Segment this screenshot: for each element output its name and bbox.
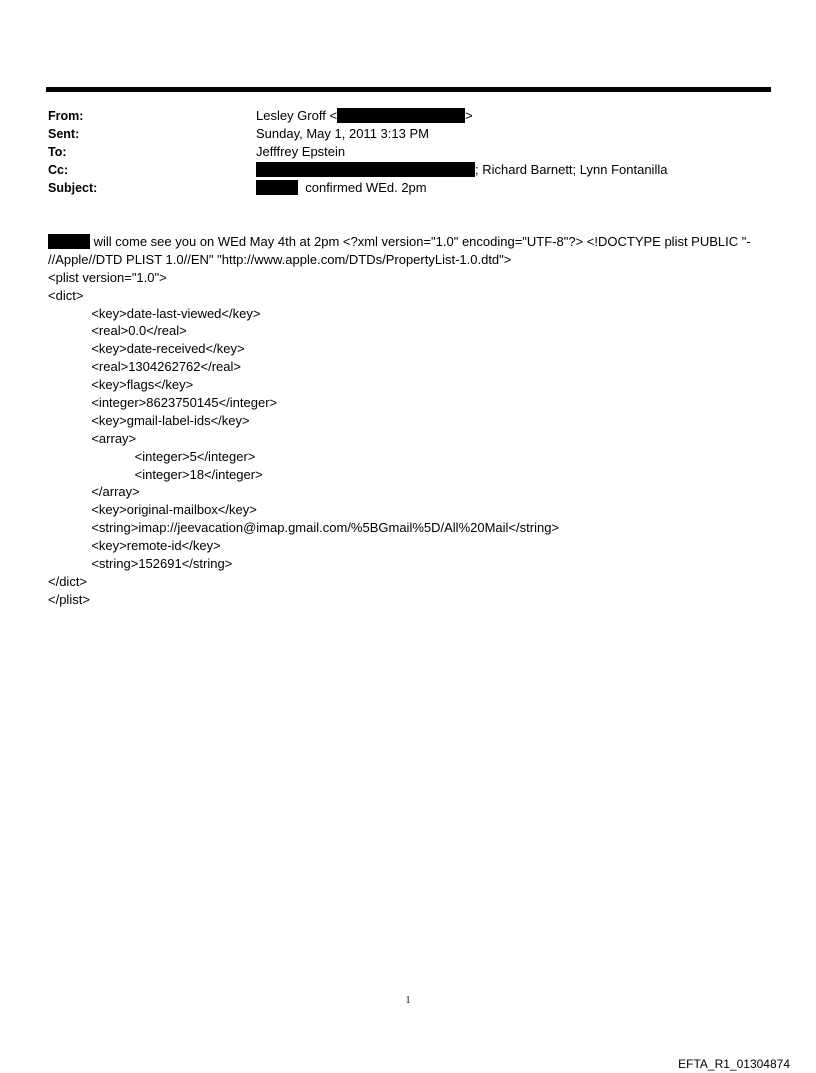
from-value	[256, 107, 473, 125]
body-line: <key>date-received</key>	[48, 341, 245, 357]
body-line: <key>flags</key>	[48, 377, 194, 393]
body-line: <string>152691</string>	[48, 556, 233, 572]
cc-label: Cc:	[48, 163, 69, 177]
from-end: >	[465, 108, 473, 123]
from-label: From:	[48, 109, 84, 123]
body-line: <integer>18</integer>	[48, 466, 263, 482]
body-line: <plist version="1.0">	[48, 269, 167, 285]
redaction-block	[337, 108, 465, 123]
subject-label: Subject:	[48, 181, 98, 195]
from-name: Lesley Groff <	[256, 108, 338, 123]
body-line: <key>date-last-viewed</key>	[48, 305, 261, 321]
redaction-block	[256, 162, 475, 177]
body-line: </plist>	[48, 591, 90, 607]
subject-value	[256, 179, 427, 197]
body-line: <integer>5</integer>	[48, 448, 256, 464]
header-rule	[46, 87, 771, 92]
body-line: </array>	[48, 484, 140, 500]
redaction-block	[48, 234, 90, 249]
body-line: </dict>	[48, 573, 88, 589]
document-id: EFTA_R1_01304874	[678, 1057, 790, 1071]
body-line: <key>original-mailbox</key>	[48, 502, 257, 518]
sent-value: Sunday, May 1, 2011 3:13 PM	[256, 126, 429, 141]
body-line: <real>1304262762</real>	[48, 359, 241, 375]
body-line: <integer>8623750145</integer>	[48, 395, 278, 411]
body-line: <key>gmail-label-ids</key>	[48, 412, 250, 428]
redaction-block	[256, 180, 298, 195]
body-line: //Apple//DTD PLIST 1.0//EN" "http://www.apple.com/DTDs/PropertyList-1.0.dtd">	[48, 251, 512, 267]
page-number: 1	[405, 995, 411, 1006]
body-line: <real>0.0</real>	[48, 323, 187, 339]
email-body	[48, 233, 778, 609]
body-line: <string>imap://jeevacation@imap.gmail.com/%5BGmail%5D/All%20Mail</string>	[48, 520, 560, 536]
body-first-line: will come see you on WEd May 4th at 2pm <?xml version="1.0" encoding="UTF-8"?> <!DOCTYPE plist PUBLIC "-	[90, 234, 751, 249]
body-line: <key>remote-id</key>	[48, 538, 221, 554]
cc-value	[256, 161, 667, 179]
subject-text: confirmed WEd. 2pm	[305, 180, 427, 195]
body-line: <array>	[48, 430, 137, 446]
to-label: To:	[48, 145, 67, 159]
cc-names: ; Richard Barnett; Lynn Fontanilla	[475, 162, 668, 177]
body-line: <dict>	[48, 287, 84, 303]
body-line	[48, 233, 778, 251]
sent-label: Sent:	[48, 127, 80, 141]
to-value: Jefffrey Epstein	[256, 144, 346, 159]
